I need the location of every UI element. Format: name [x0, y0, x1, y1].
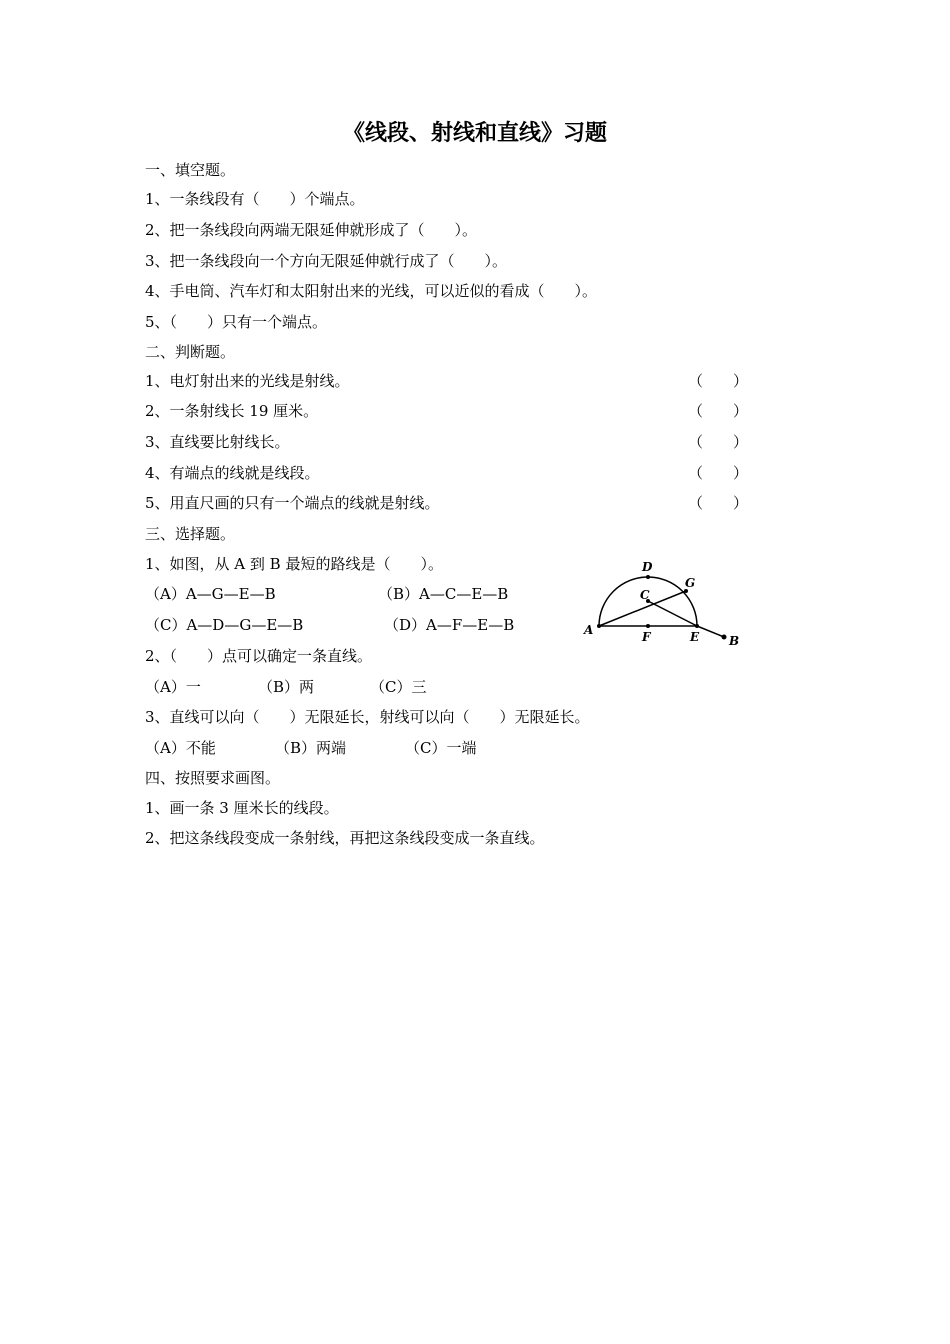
label-a: A: [584, 623, 594, 637]
choice-3-option-b: （B）两端: [275, 739, 347, 757]
label-d: D: [642, 560, 653, 574]
label-g: G: [685, 576, 696, 590]
choice-2-option-a: （A）一: [145, 678, 201, 696]
drawing-task-2: 2、把这条线段变成一条射线，再把这条线段变成一条直线。: [145, 829, 545, 847]
choice-1-option-c: （C）A—D—G—E—B: [145, 616, 304, 634]
choice-2-option-b: （B）两: [258, 678, 315, 696]
ray-e-b: [697, 626, 724, 637]
segment-c-e: [648, 601, 697, 626]
fill-blank-question-4: 4、手电筒、汽车灯和太阳射出来的光线，可以近似的看成（ ）。: [145, 282, 598, 300]
drawing-task-1: 1、画一条 3 厘米长的线段。: [145, 799, 339, 817]
judgement-answer-paren-2: （ ）: [688, 402, 749, 420]
section-heading-fill-blank: 一、填空题。: [145, 161, 236, 179]
judgement-answer-paren-3: （ ）: [688, 433, 749, 451]
choice-1-option-b: （B）A—C—E—B: [378, 585, 509, 603]
page-title: 《线段、射线和直线》习题: [342, 121, 607, 146]
fill-blank-question-3: 3、把一条线段向一个方向无限延伸就行成了（ ）。: [145, 252, 508, 270]
section-heading-drawing: 四、按照要求画图。: [145, 769, 281, 787]
choice-1-option-d: （D）A—F—E—B: [384, 616, 515, 634]
judgement-question-5: 5、用直尺画的只有一个端点的线就是射线。: [145, 494, 440, 512]
judgement-question-1: 1、电灯射出来的光线是射线。: [145, 372, 350, 390]
judgement-question-3: 3、直线要比射线长。: [145, 433, 290, 451]
choice-question-1: 1、如图，从 A 到 B 最短的路线是（ ）。: [145, 555, 443, 573]
choice-3-option-a: （A）不能: [145, 739, 216, 757]
point-e: [695, 624, 699, 628]
judgement-answer-paren-5: （ ）: [688, 494, 749, 512]
fill-blank-question-1: 1、一条线段有（ ）个端点。: [145, 190, 365, 208]
label-f: F: [642, 630, 651, 644]
choice-question-2: 2、（ ）点可以确定一条直线。: [145, 647, 373, 665]
point-a: [597, 624, 601, 628]
choice-1-option-a: （A）A—G—E—B: [145, 585, 276, 603]
label-b: B: [729, 634, 740, 648]
judgement-answer-paren-1: （ ）: [688, 372, 749, 390]
point-d: [646, 575, 650, 579]
fill-blank-question-5: 5、（ ）只有一个端点。: [145, 313, 328, 331]
point-b: [722, 635, 727, 640]
judgement-question-4: 4、有端点的线就是线段。: [145, 464, 320, 482]
choice-question-3: 3、直线可以向（ ）无限延长，射线可以向（ ）无限延长。: [145, 708, 590, 726]
judgement-question-2: 2、一条射线长 19 厘米。: [145, 402, 319, 420]
label-c: C: [640, 588, 650, 602]
route-diagram: [578, 555, 748, 655]
choice-3-option-c: （C）一端: [405, 739, 477, 757]
point-f: [646, 624, 650, 628]
label-e: E: [690, 630, 700, 644]
section-heading-choice: 三、选择题。: [145, 525, 236, 543]
section-heading-judgement: 二、判断题。: [145, 343, 236, 361]
choice-2-option-c: （C）三: [370, 678, 427, 696]
judgement-answer-paren-4: （ ）: [688, 464, 749, 482]
fill-blank-question-2: 2、把一条线段向两端无限延伸就形成了（ ）。: [145, 221, 478, 239]
